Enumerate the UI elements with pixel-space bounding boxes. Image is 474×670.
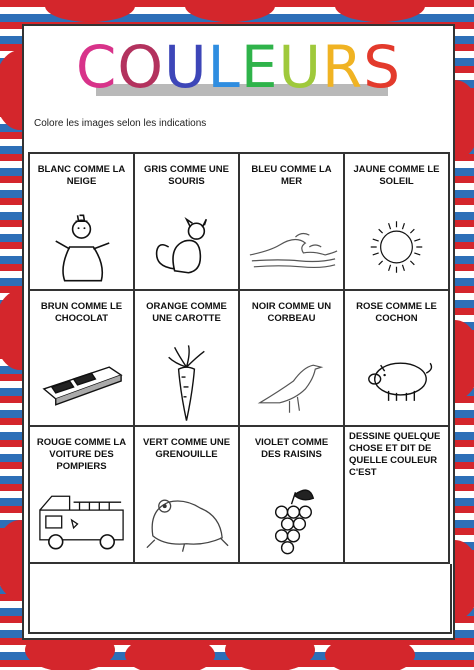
- cell-label: BLEU COMME LA MER: [251, 164, 332, 187]
- crow-icon: [240, 343, 343, 423]
- grapes-icon: [240, 480, 343, 560]
- blank-strip: [28, 564, 452, 634]
- pig-icon: [345, 343, 448, 423]
- cell-label: VERT COMME UNE GRENOUILLE: [142, 437, 231, 461]
- cell-label: ORANGE COMME UNE CAROTTE: [146, 300, 227, 324]
- title-letter: R: [321, 33, 364, 101]
- cell-label: ROUGE COMME LA VOITURE DES POMPIERS: [36, 437, 127, 473]
- cell-label: BRUN COMME LE CHOCOLAT: [40, 300, 123, 324]
- cell-rose: [345, 291, 450, 428]
- frog-icon: [135, 480, 238, 560]
- cell-label: VIOLET COMME DES RAISINS: [254, 437, 329, 461]
- title-letter: E: [240, 33, 279, 101]
- coloring-grid: [28, 152, 450, 564]
- cell-label: NOIR COMME UN CORBEAU: [251, 300, 332, 324]
- cell-violet: [240, 427, 345, 564]
- title-letter: U: [164, 33, 208, 101]
- cell-blanc: [30, 154, 135, 291]
- title-letter: S: [363, 33, 402, 101]
- title-area: [24, 33, 453, 101]
- title-letter: U: [278, 33, 322, 101]
- cell-orange: [135, 291, 240, 428]
- worksheet: [22, 24, 455, 640]
- cell-label: JAUNE COMME LE SOLEIL: [353, 164, 440, 187]
- cell-brun: [30, 291, 135, 428]
- cell-bleu: [240, 154, 345, 291]
- wave-icon: [240, 207, 343, 287]
- mouse-icon: [135, 207, 238, 287]
- firetruck-icon: [30, 480, 133, 560]
- cell-gris: [135, 154, 240, 291]
- cell-rouge: [30, 427, 135, 564]
- cell-label: ROSE COMME LE COCHON: [356, 300, 437, 324]
- cell-label: BLANC COMME LA NEIGE: [37, 164, 126, 187]
- sun-icon: [345, 207, 448, 287]
- carrot-icon: [135, 343, 238, 423]
- cell-label: GRIS COMME UNE SOURIS: [144, 164, 229, 187]
- chocolate-icon: [30, 343, 133, 423]
- page-title: [24, 33, 453, 101]
- cell-vert: [135, 427, 240, 564]
- snowman-icon: [30, 207, 133, 287]
- cell-noir: [240, 291, 345, 428]
- cell-label: DESSINE QUELQUE CHOSE ET DIT DE QUELLE COULEUR C'EST: [349, 431, 441, 479]
- title-letter: O: [117, 33, 165, 101]
- title-letter: C: [75, 33, 118, 101]
- title-letter: L: [207, 33, 241, 101]
- instructions-text: Colore les images selon les indications: [34, 118, 207, 129]
- cell-jaune: [345, 154, 450, 291]
- cell-dessine[interactable]: [345, 427, 450, 564]
